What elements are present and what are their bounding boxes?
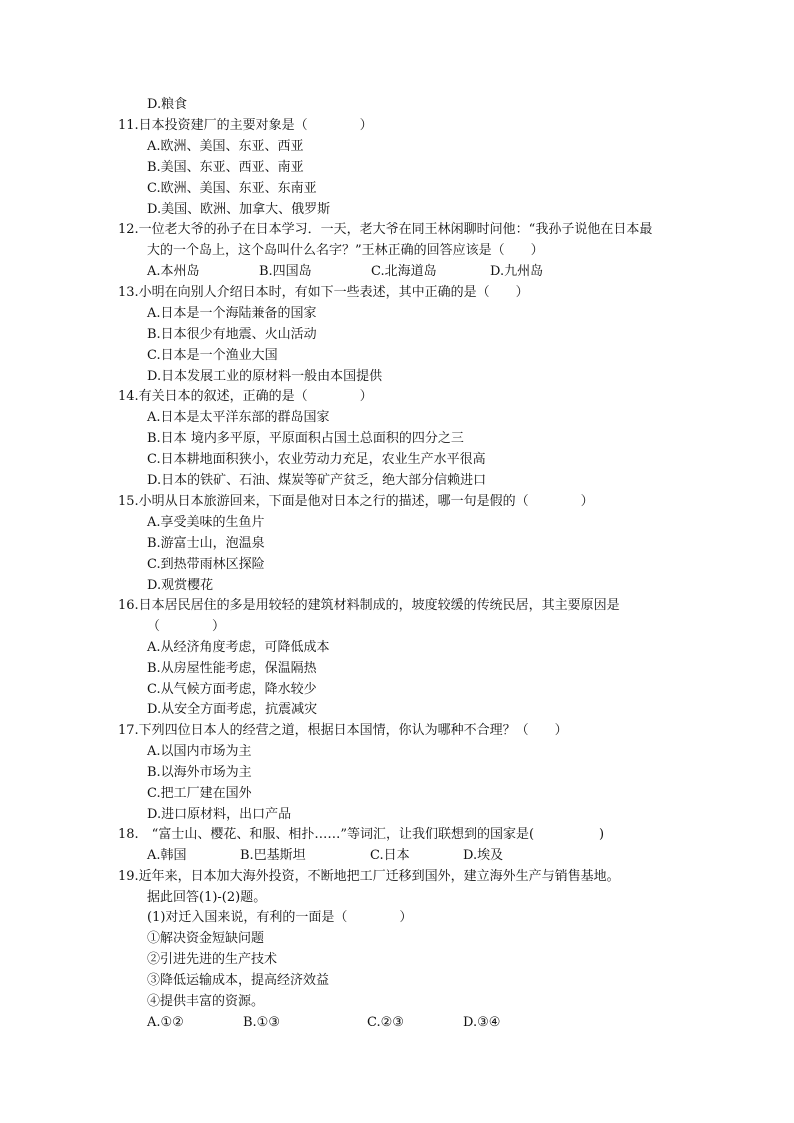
q14-option-d: D.日本的铁矿、石油、煤炭等矿产贫乏，绝大部分信赖进口 <box>147 473 487 488</box>
q17-option-d: D.进口原材料，出口产品 <box>147 807 292 822</box>
q16-option-b: B.从房屋性能考虑，保温隔热 <box>147 661 317 676</box>
q13-option-d: D.日本发展工业的原材料一般由本国提供 <box>147 369 383 384</box>
q11-option-d: D.美国、欧洲、加拿大、俄罗斯 <box>147 202 331 217</box>
q11-option-b: B.美国、东亚、西亚、南亚 <box>147 160 304 175</box>
q19-item-3: ③降低运输成本，提高经济效益 <box>147 973 330 988</box>
q16-option-a: A.从经济角度考虑，可降低成本 <box>147 640 330 655</box>
q17-option-b: B.以海外市场为主 <box>147 765 252 780</box>
q19-option-d: D.③④ <box>463 1015 501 1030</box>
q11-stem: 11.日本投资建厂的主要对象是（ ） <box>118 118 373 133</box>
q13-option-a: A.日本是一个海陆兼备的国家 <box>147 306 317 321</box>
q10-option-d: D.粮食 <box>147 97 188 112</box>
q12-option-b: B.四国岛 <box>259 264 312 279</box>
q12-stem-line1: 12.一位老大爷的孙子在日本学习．一天，老大爷在同王林闲聊时问他：“我孙子说他在日本最 <box>118 222 653 237</box>
q19-item-2: ②引进先进的生产技术 <box>147 952 278 967</box>
q19-item-4: ④提供丰富的资源。 <box>147 994 265 1009</box>
q13-stem: 13.小明在向别人介绍日本时，有如下一些表述，其中正确的是（ ） <box>118 285 529 300</box>
q14-option-b: B.日本 境内多平原，平原面积占国土总面积的四分之三 <box>147 431 464 446</box>
q15-option-a: A.享受美味的生鱼片 <box>147 515 265 530</box>
q12-option-c: C.北海道岛 <box>371 264 437 279</box>
q18-stem: 18. “富士山、樱花、和服、相扑……”等词汇，让我们联想到的国家是( ) <box>118 827 605 842</box>
q19-item-1: ①解决资金短缺问题 <box>147 931 265 946</box>
q16-stem-line2: （ ） <box>147 619 226 634</box>
q13-option-c: C.日本是一个渔业大国 <box>147 348 278 363</box>
q18-option-a: A.韩国 <box>147 848 187 863</box>
q15-option-c: C.到热带雨林区探险 <box>147 557 265 572</box>
q12-option-d: D.九州岛 <box>490 264 544 279</box>
q18-option-b: B.巴基斯坦 <box>240 848 306 863</box>
q11-option-c: C.欧洲、美国、东亚、东南亚 <box>147 181 317 196</box>
q17-option-a: A.以国内市场为主 <box>147 744 252 759</box>
q19-sub-question-1: (1)对迁入国来说，有利的一面是（ ） <box>147 910 413 925</box>
q14-option-a: A.日本是太平洋东部的群岛国家 <box>147 410 330 425</box>
q15-stem: 15.小明从日本旅游回来，下面是他对日本之行的描述，哪一句是假的（ ） <box>118 494 594 509</box>
q14-option-c: C.日本耕地面积狭小，农业劳动力充足，农业生产水平很高 <box>147 452 486 467</box>
q19-stem-line1: 19.近年来，日本加大海外投资，不断地把工厂迁移到国外，建立海外生产与销售基地。 <box>118 869 620 884</box>
q14-stem: 14.有关日本的叙述，正确的是（ ） <box>118 389 373 404</box>
q11-option-a: A.欧洲、美国、东亚、西亚 <box>147 139 304 154</box>
q18-option-d: D.埃及 <box>463 848 504 863</box>
q18-option-c: C.日本 <box>370 848 410 863</box>
q15-option-b: B.游富士山，泡温泉 <box>147 536 265 551</box>
q17-stem: 17.下列四位日本人的经营之道，根据日本国情，你认为哪种不合理？（ ） <box>118 723 568 738</box>
q19-option-b: B.①③ <box>243 1015 280 1030</box>
q15-option-d: D.观赏樱花 <box>147 578 214 593</box>
q16-stem-line1: 16.日本居民居住的多是用较轻的建筑材料制成的，坡度较缓的传统民居，其主要原因是 <box>118 598 620 613</box>
q19-option-c: C.②③ <box>367 1015 404 1030</box>
q19-stem-line2: 据此回答(1)-(2)题。 <box>147 890 267 905</box>
q19-option-a: A.①② <box>147 1015 184 1030</box>
q12-stem-line2: 大的一个岛上，这个岛叫什么名字？”王林正确的回答应该是（ ） <box>147 243 544 258</box>
q16-option-d: D.从安全方面考虑，抗震减灾 <box>147 702 318 717</box>
q17-option-c: C.把工厂建在国外 <box>147 786 252 801</box>
q13-option-b: B.日本很少有地震、火山活动 <box>147 327 317 342</box>
q16-option-c: C.从气候方面考虑，降水较少 <box>147 682 317 697</box>
q12-option-a: A.本州岛 <box>147 264 200 279</box>
